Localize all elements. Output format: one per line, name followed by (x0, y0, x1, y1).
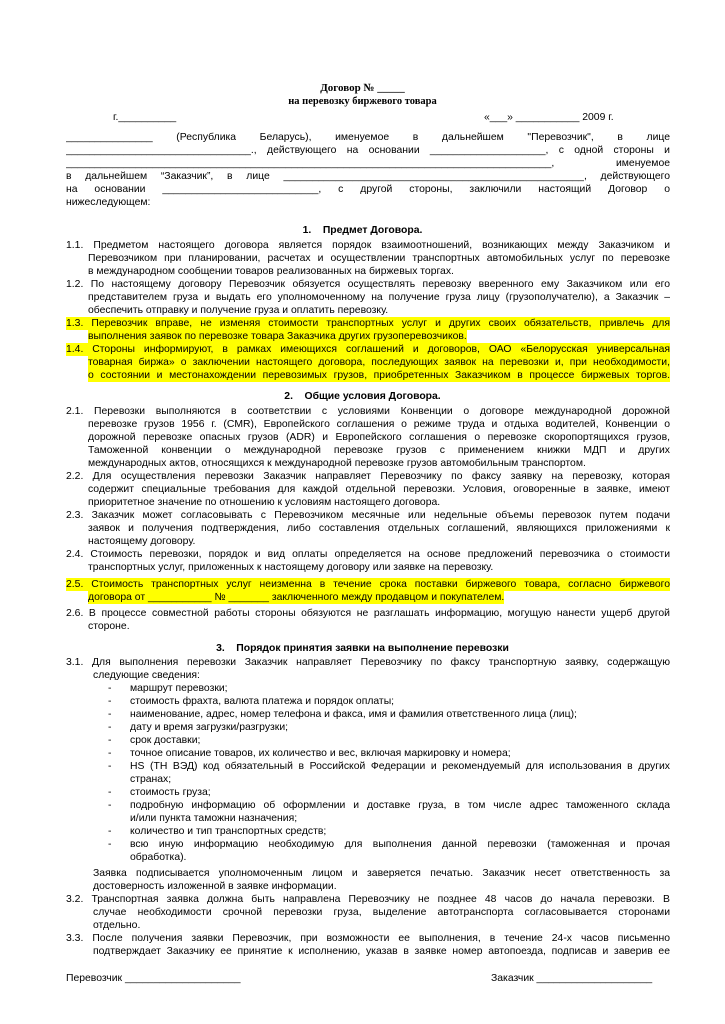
bullet-item: точное описание товаров, их количество и вес, включая маркировку и номера; (130, 748, 511, 759)
clause-line: представителем груза и выдать его уполномоченному на получение груза лицу (грузополучателю), а Заказчик – (88, 292, 670, 303)
clause-line: международных актов, относящихся к международной перевозке грузов автомобильным транспортом. (88, 458, 586, 469)
bullet-item: дату и время загрузки/разгрузки; (130, 722, 289, 733)
clause-line: дорожной перевозке опасных грузов (ADR) и Европейского соглашения о перевозке скоропортящихся грузов, (88, 432, 670, 443)
intro-line: на основании ___________________________, с другой стороны, заключили настоящий Договор о (66, 184, 670, 195)
bullet-item: количество и тип транспортных средств; (130, 826, 327, 837)
clause-line: настоящему договору. (88, 536, 196, 547)
clause-line: 2.3. Заказчик может согласовывать с Перевозчиком месячные или недельные объемы перевозок путем подачи (66, 510, 670, 521)
bullet-item: наименование, адрес, номер телефона и факса, имя и фамилия ответственного лица (лиц); (130, 709, 577, 720)
bullet-item: стоимость груза; (130, 787, 211, 798)
highlighted-clause-line: 1.3. Перевозчик вправе, не изменяя стоимости транспортных услуг и других своих обязательств, привлечь для (66, 318, 670, 329)
bullet-dash: - (108, 748, 112, 759)
clause-line: подтверждает Заказчику ее принятие к исполнению, указав в заявке номер автопоезда, подписав и заверив ее (93, 946, 670, 957)
bullet-dash: - (108, 735, 112, 746)
clause-line: 2.4. Стоимость перевозки, порядок и вид оплаты определяется на основе предложений перевозчика о стоимости (66, 549, 670, 560)
clause-line: обеспечить отправку и получение груза и оплатить перевозку. (88, 305, 389, 316)
intro-line: _______________ (Республика Беларусь), именуемое в дальнейшем "Перевозчик", в лице (66, 132, 670, 143)
bullet-item-cont: и/или пункта таможни назначения; (130, 813, 298, 824)
bullet-item: всю иную информацию необходимую для выполнения данной перевозки (таможенная и прочая (130, 839, 670, 850)
clause-line: Перевозчиком при планировании, расчетах и осуществлении транспортных автомобильных услуг по перевозке (88, 253, 670, 264)
clause-line: приоритетное значение по отношению к условиям настоящего договора. (88, 497, 441, 508)
clause-line: следующие сведения: (93, 670, 200, 681)
bullet-dash: - (108, 761, 112, 772)
highlighted-clause-line: о состоянии и местонахождении перевозимых грузов, приобретенных Заказчиком в процессе биржевых торгов. (88, 370, 670, 381)
clause-line: перевозке грузов 1956 г. (CMR), Европейского соглашения о режиме труда и отдыха водителей, Конвенции о (88, 419, 670, 430)
bullet-dash: - (108, 696, 112, 707)
bullet-item: подробную информацию об оформлении и доставке груза, в том числе адрес таможенного склада (130, 800, 670, 811)
clause-line: 2.2. Для осуществления перевозки Заказчик направляет Перевозчику по факсу заявку на перевозку, которая (66, 471, 670, 482)
clause-line: отдельно. (93, 920, 141, 931)
bullet-item-cont: обработка). (130, 852, 187, 863)
clause-line: Таможенной конвенции о международной перевозке грузов с применением книжки МДП и других (88, 445, 670, 456)
section-heading: 3. Порядок принятия заявки на выполнение перевозки (216, 643, 509, 654)
clause-line: 3.1. Для выполнения перевозки Заказчик направляет Перевозчику по факсу транспортную заявку, содержащую (66, 657, 670, 668)
city-field: г.__________ (113, 112, 177, 123)
clause-line: 3.3. После получения заявки Перевозчик, при возможности ее выполнения, в течение 24-х часов письменно (66, 933, 670, 944)
highlighted-clause-line: 2.5. Стоимость транспортных услуг неизменна в течение срока поставки биржевого товара, согласно биржевого (66, 579, 670, 590)
intro-line: нижеследующем: (66, 197, 151, 208)
clause-line: 1.1. Предметом настоящего договора является порядок взаимоотношений, возникающих между Заказчиком и (66, 240, 670, 251)
clause-line: 2.6. В процессе совместной работы стороны обязуются не разглашать информацию, могущую нанести ущерб другой (66, 608, 670, 619)
intro-line: ________________________________., действующего на основании ____________________, с одной стороны и (66, 145, 670, 156)
clause-line: достоверность изложенной в заявке информации. (93, 881, 337, 892)
clause-line: случае необходимости срочной перевозки груза, выделение автотранспорта согласовывается сторонами (93, 907, 670, 918)
bullet-dash: - (108, 709, 112, 720)
clause-line: транспортных услуг, приложенных к настоящему договору или заявке на перевозку. (88, 562, 494, 573)
carrier-signature: Перевозчик ____________________ (66, 973, 241, 984)
document-title: Договор № _____ (320, 82, 405, 94)
bullet-item: маршрут перевозки; (130, 683, 228, 694)
clause-line: 1.2. По настоящему договору Перевозчик обязуется осуществлять перевозку вверенного ему Заказчиком или его (66, 279, 670, 290)
bullet-dash: - (108, 683, 112, 694)
highlighted-clause-line: 1.4. Стороны информируют, в рамках имеющихся соглашений и договоров, ОАО «Белорусская универсальная (66, 344, 670, 355)
bullet-dash: - (108, 800, 112, 811)
customer-signature: Заказчик ____________________ (491, 973, 653, 984)
clause-line: стороне. (88, 621, 130, 632)
bullet-item: срок доставки; (130, 735, 201, 746)
date-field: «___» ___________ 2009 г. (484, 112, 614, 123)
highlighted-clause-line: товарная биржа» о заключении настоящего договора, последующих заявок на перевозки и, при необходимости, (88, 357, 670, 368)
section-heading: 2. Общие условия Договора. (284, 391, 441, 402)
bullet-dash: - (108, 722, 112, 733)
bullet-item: HS (ТН ВЭД) код обязательный в Российской Федерации и рекомендуемый для использования в других (130, 761, 670, 772)
bullet-item: стоимость фрахта, валюта платежа и порядок оплаты; (130, 696, 395, 707)
bullet-dash: - (108, 839, 112, 850)
section-heading: 1. Предмет Договора. (302, 225, 423, 236)
document-subtitle: на перевозку биржевого товара (288, 96, 437, 107)
clause-line: заявок и получения подтверждения, либо составления отдельных соглашений, являющихся приложениями к (88, 523, 670, 534)
highlighted-clause-line: договора от ___________ № _______ заключенного между продавцом и покупателем. (88, 592, 505, 603)
clause-line: в международном сообщении товаров реализованных на биржевых торгах. (88, 266, 454, 277)
intro-line: в дальнейшем “Заказчик”, в лице ____________________________________________________, действующего (66, 171, 670, 182)
clause-line: Заявка подписывается уполномоченным лицом и заверяется печатью. Заказчик несет ответственность за (93, 868, 670, 879)
intro-line: ____________________________________________________________________________________, именуемое (66, 158, 670, 169)
clause-line: 2.1. Перевозки выполняются в соответствии с условиями Конвенции о договоре международной дорожной (66, 406, 670, 417)
bullet-dash: - (108, 787, 112, 798)
clause-line: содержит специальные требования для каждой отдельной перевозки. Условия, оговоренные в заявке, имеют (88, 484, 670, 495)
bullet-dash: - (108, 826, 112, 837)
bullet-item-cont: странах; (130, 774, 172, 785)
clause-line: 3.2. Транспортная заявка должна быть направлена Перевозчику не позднее 48 часов до начала перевозки. В (66, 894, 670, 905)
highlighted-clause-line: выполнения заявок по перевозке товара Заказчика других грузоперевозчиков. (88, 331, 467, 342)
